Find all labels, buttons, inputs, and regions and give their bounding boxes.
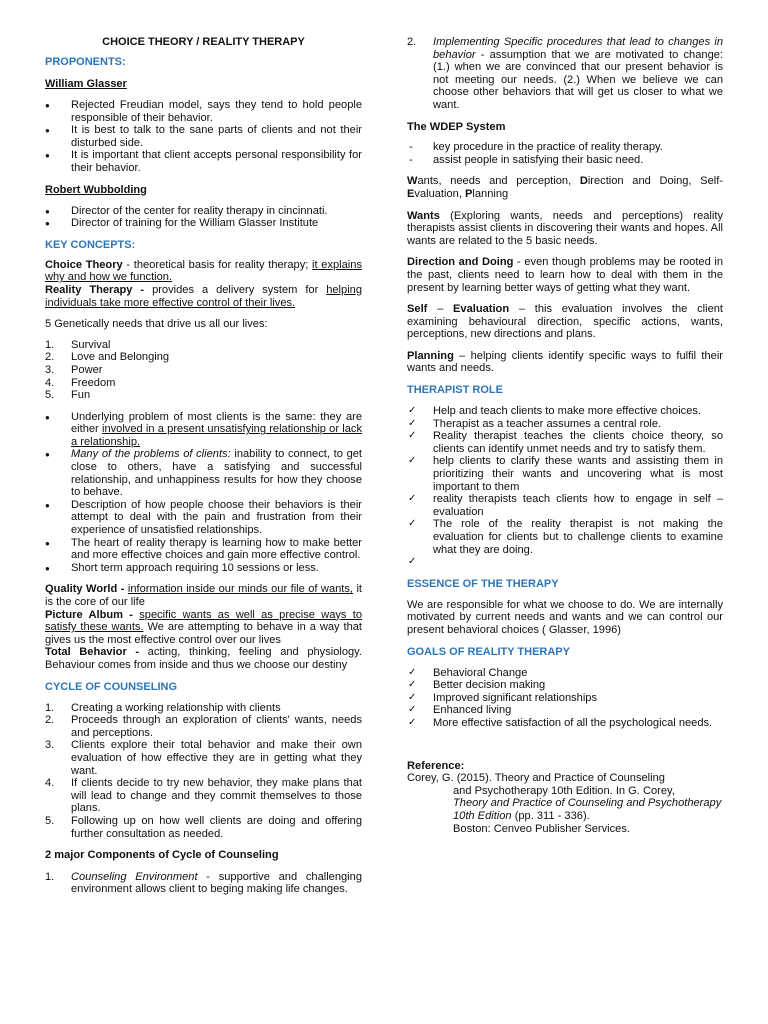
acronym-text: irection and Doing, Self- (587, 175, 723, 188)
paragraph-text: – helping clients identify specific ways to fulfil their wants and needs. (407, 349, 723, 375)
needs-intro: 5 Genetically needs that drive us all our lives: (45, 318, 268, 331)
item-text: - assumption that we are motivated to change: (1.) when we are convinced that our present behavior is not meeting our needs. (2.) When we believe we can choose other behaviors that will get us closer to what we want. (433, 48, 723, 111)
list-item (45, 389, 362, 402)
direction-paragraph (407, 256, 723, 294)
check-mark-icon: ✓ (408, 704, 417, 716)
wubbolding-bullets (45, 205, 362, 230)
item-text: Fun (71, 389, 91, 402)
italic-text: Counseling Environment (71, 870, 198, 883)
total-behavior-definition (45, 646, 362, 671)
check-mark-icon: ✓ (408, 556, 417, 568)
item-number: 4. (45, 777, 55, 790)
paragraph-text: (Exploring wants, needs and perceptions) reality therapists assist clients in discovering their wants and hopes. All wants are related to the 5 basic needs. (407, 209, 723, 247)
list-item (45, 777, 362, 815)
list-item: ● Rejected Freudian model, says they tend to hold people responsible of their behavior. (45, 99, 362, 124)
list-item (45, 411, 362, 449)
list-item (45, 714, 362, 739)
item-text: Love and Belonging (71, 351, 170, 364)
paragraph-text: - even though problems may be rooted in the past, clients need to learn how to deal with them in the present by learning better ways of getting what they want. (407, 256, 724, 294)
acronym-text: ants, needs and perception, (417, 175, 580, 188)
acronym-letter: E (407, 187, 415, 200)
glasser-bullets (45, 99, 362, 175)
direction-term: Direction and Doing (407, 256, 514, 269)
item-text: inability to connect, to get close to others, have a satisfying and successful relationship, and unhappiness results for how they choose to behave. (71, 448, 362, 499)
item-text: reality therapists teach clients how to engage in self – evaluation (433, 493, 723, 518)
item-text: Improved significant relationships (433, 691, 598, 704)
picture-album-definition (45, 609, 362, 647)
item-text: Clients explore their total behavior and make their own evaluation of how effective they are in getting what they want. (71, 739, 362, 777)
definition-text: - theoretical basis for reality therapy; (122, 258, 313, 271)
reference-line: Boston: Cenveo Publisher Services. (453, 822, 630, 835)
list-item (45, 871, 362, 896)
list-item (45, 815, 362, 840)
reference-line: Corey, G. (2015). Theory and Practice of Counseling (407, 772, 665, 785)
list-item (407, 455, 723, 493)
right-column (407, 36, 723, 835)
underlined-text: information inside our minds our file of wants, (127, 583, 353, 596)
item-text: Reality therapist teaches the clients choice theory, so clients can identify unmet needs and try to satisfy them. (433, 430, 723, 455)
wdep-heading: The WDEP System (407, 120, 506, 133)
list-item (407, 692, 723, 705)
underlined-text: it explains why and how we function. (45, 258, 362, 284)
item-number: 5. (45, 814, 55, 827)
planning-paragraph (407, 350, 723, 375)
list-item: - key procedure in the practice of reality therapy. (407, 141, 723, 154)
item-text: More effective satisfaction of all the psychological needs. (433, 716, 713, 729)
italic-text: Many of the problems of clients: (71, 448, 231, 461)
check-mark-icon: ✓ (408, 493, 417, 505)
item-text: Better decision making (433, 679, 546, 692)
list-item: - assist people in satisfying their basic need. (407, 154, 723, 167)
underlined-text: involved in a present unsatisfying relationship or lack a relationship. (71, 423, 362, 448)
acronym-letter: W (407, 175, 418, 188)
item-text: Underlying problem of most clients is the same: they are either (71, 410, 362, 436)
reference-pages: (pp. 311 - 336). (511, 809, 590, 822)
total-behavior-term: Total Behavior - (45, 646, 140, 659)
item-number: 1. (45, 338, 55, 351)
list-item (45, 364, 362, 377)
list-item: ● Director of the center for reality therapy in cincinnati. (45, 205, 362, 218)
item-number: 1. (45, 701, 55, 714)
essence-heading: ESSENCE OF THE THERAPY (407, 577, 559, 590)
definition-text: it is the core of our life (45, 583, 362, 608)
glasser-name: William Glasser (45, 78, 127, 90)
goals-list (407, 667, 723, 730)
item-text: Freedom (71, 376, 116, 389)
components-list-right (407, 36, 723, 112)
reference-line: and Psychotherapy 10th Edition. In G. Corey, (453, 784, 675, 797)
definition-text: acting, thinking, feeling and physiology. Behaviour comes from inside and thus we choose our destiny (45, 646, 362, 671)
cycle-heading: CYCLE OF COUNSELING (45, 680, 178, 693)
list-item: ● It is best to talk to the sane parts of clients and not their disturbed side. (45, 124, 362, 149)
acronym-text: valuation, (414, 187, 465, 200)
list-item (407, 704, 723, 717)
check-mark-icon: ✓ (408, 518, 417, 530)
document-title: CHOICE THEORY / REALITY THERAPY (102, 36, 305, 48)
item-text: If clients decide to try new behavior, they make plans that will lead to change and they commit themselves to those plans. (71, 777, 362, 815)
self-evaluation-paragraph (407, 303, 723, 341)
item-text: Survival (71, 338, 111, 351)
underlined-text: specific wants as well as precise ways to satisfy these wants. (45, 608, 362, 634)
wubbolding-name: Robert Wubbolding (45, 183, 147, 196)
item-number: 2. (45, 714, 55, 727)
reference-book-title: Theory and Practice of Counseling and Psychotherapy 10th Edition (453, 797, 722, 822)
item-text: Power (71, 363, 103, 376)
list-item (407, 493, 723, 518)
list-item: ● Short term approach requiring 10 sessions or less. (45, 562, 362, 575)
list-item: ● Description of how people choose their behaviors is their attempt to deal with the pain and frustration from their experience of unsatisfied relationships. (45, 499, 362, 537)
reference-heading: Reference: (407, 759, 465, 772)
item-text: Following up on how well clients are doing and offering further consultation as needed. (71, 814, 362, 840)
definition-text: provides a delivery system for (144, 283, 327, 296)
check-mark-icon: ✓ (408, 430, 417, 442)
essence-paragraph: We are responsible for what we choose to do. We are internally motivated by current needs and wants and we can control our present behavioral choices ( Glasser, 1996) (407, 598, 723, 636)
check-mark-icon: ✓ (408, 666, 417, 678)
list-item: ● Director of training for the William Glasser Institute (45, 217, 362, 230)
italic-text: Implementing Specific procedures that lead to changes in behavior (433, 36, 723, 61)
wdep-acronym-line (407, 175, 723, 200)
item-text: Proceeds through an exploration of clients' wants, needs and perceptions. (71, 714, 362, 739)
check-mark-icon: ✓ (408, 691, 417, 703)
check-mark-icon: ✓ (408, 417, 417, 429)
list-item (407, 405, 723, 418)
item-text: The role of the reality therapist is not making the evaluation for clients but to challenge clients to examine what they are doing. (433, 518, 723, 556)
goals-heading: GOALS OF REALITY THERAPY (407, 645, 570, 658)
problem-bullets (45, 411, 362, 575)
check-mark-icon: ✓ (408, 716, 417, 728)
item-number: 2. (45, 351, 55, 364)
item-number: 5. (45, 389, 55, 402)
list-item (407, 418, 723, 431)
quality-world-definition (45, 583, 362, 608)
list-item: ● It is important that client accepts personal responsibility for their behavior. (45, 149, 362, 174)
item-text: help clients to clarify these wants and assisting them in prioritizing their wants and uncovering what is most important to them (433, 455, 723, 493)
list-item (45, 448, 362, 498)
list-item (407, 430, 723, 455)
item-number: 4. (45, 376, 55, 389)
left-column (45, 36, 362, 896)
reality-therapy-term: Reality Therapy - (45, 283, 145, 296)
check-mark-icon: ✓ (408, 405, 417, 417)
item-text: Enhanced living (433, 704, 512, 717)
self-term: Self (407, 303, 428, 316)
check-mark-icon: ✓ (408, 679, 417, 691)
item-text: - supportive and challenging environment allows client to beging making life changes. (71, 870, 362, 896)
acronym-letter: P (464, 187, 473, 200)
list-item (45, 739, 362, 777)
item-number: 3. (45, 363, 55, 376)
item-number: 2. (407, 36, 417, 48)
list-item: ● The heart of reality therapy is learning how to make better and more effective choices and gain more effective control. (45, 537, 362, 562)
underlined-text: helping individuals take more effective control of their lives. (45, 283, 362, 309)
therapist-role-list (407, 405, 723, 569)
item-text: Creating a working relationship with clients (71, 701, 281, 714)
item-number: 1. (45, 870, 55, 883)
wants-paragraph (407, 210, 723, 248)
acronym-letter: D (579, 175, 588, 188)
item-text: Therapist as a teacher assumes a central role. (433, 417, 662, 430)
components-heading: 2 major Components of Cycle of Counseling (45, 849, 279, 862)
components-list-left (45, 871, 362, 896)
check-mark-icon: ✓ (408, 455, 417, 467)
definition-text: We are attempting to behave in a way that gives us the most effective control over our lives (45, 621, 362, 646)
paragraph-text: – this evaluation involves the client examining behavioural direction, specific actions, wants, perceptions, new directions and plans. (407, 303, 723, 341)
key-concepts-heading: KEY CONCEPTS: (45, 238, 136, 251)
list-item (407, 36, 723, 112)
item-text: Behavioral Change (433, 666, 528, 679)
separator: – (427, 303, 454, 316)
therapist-role-heading: THERAPIST ROLE (407, 384, 503, 397)
item-number: 3. (45, 739, 55, 752)
reality-therapy-definition (45, 284, 362, 309)
list-item (45, 351, 362, 364)
picture-album-term: Picture Album - (45, 608, 133, 621)
cycle-list (45, 702, 362, 841)
reference-line (407, 797, 723, 822)
item-text: Help and teach clients to make more effective choices. (433, 405, 702, 418)
list-item (45, 377, 362, 390)
choice-theory-definition (45, 259, 362, 284)
quality-world-term: Quality World - (45, 583, 125, 596)
proponents-heading: PROPONENTS: (45, 56, 126, 68)
wants-term: Wants (407, 209, 440, 222)
list-item (45, 702, 362, 715)
list-item (407, 518, 723, 556)
list-item (407, 667, 723, 680)
list-item (407, 556, 723, 569)
planning-term: Planning (407, 349, 454, 362)
list-item (407, 679, 723, 692)
evaluation-term: Evaluation (453, 303, 510, 316)
needs-list (45, 339, 362, 402)
wdep-dash-list (407, 141, 723, 166)
list-item (45, 339, 362, 352)
list-item (407, 717, 723, 730)
acronym-text: lanning (472, 187, 509, 200)
choice-theory-term: Choice Theory (45, 258, 123, 271)
